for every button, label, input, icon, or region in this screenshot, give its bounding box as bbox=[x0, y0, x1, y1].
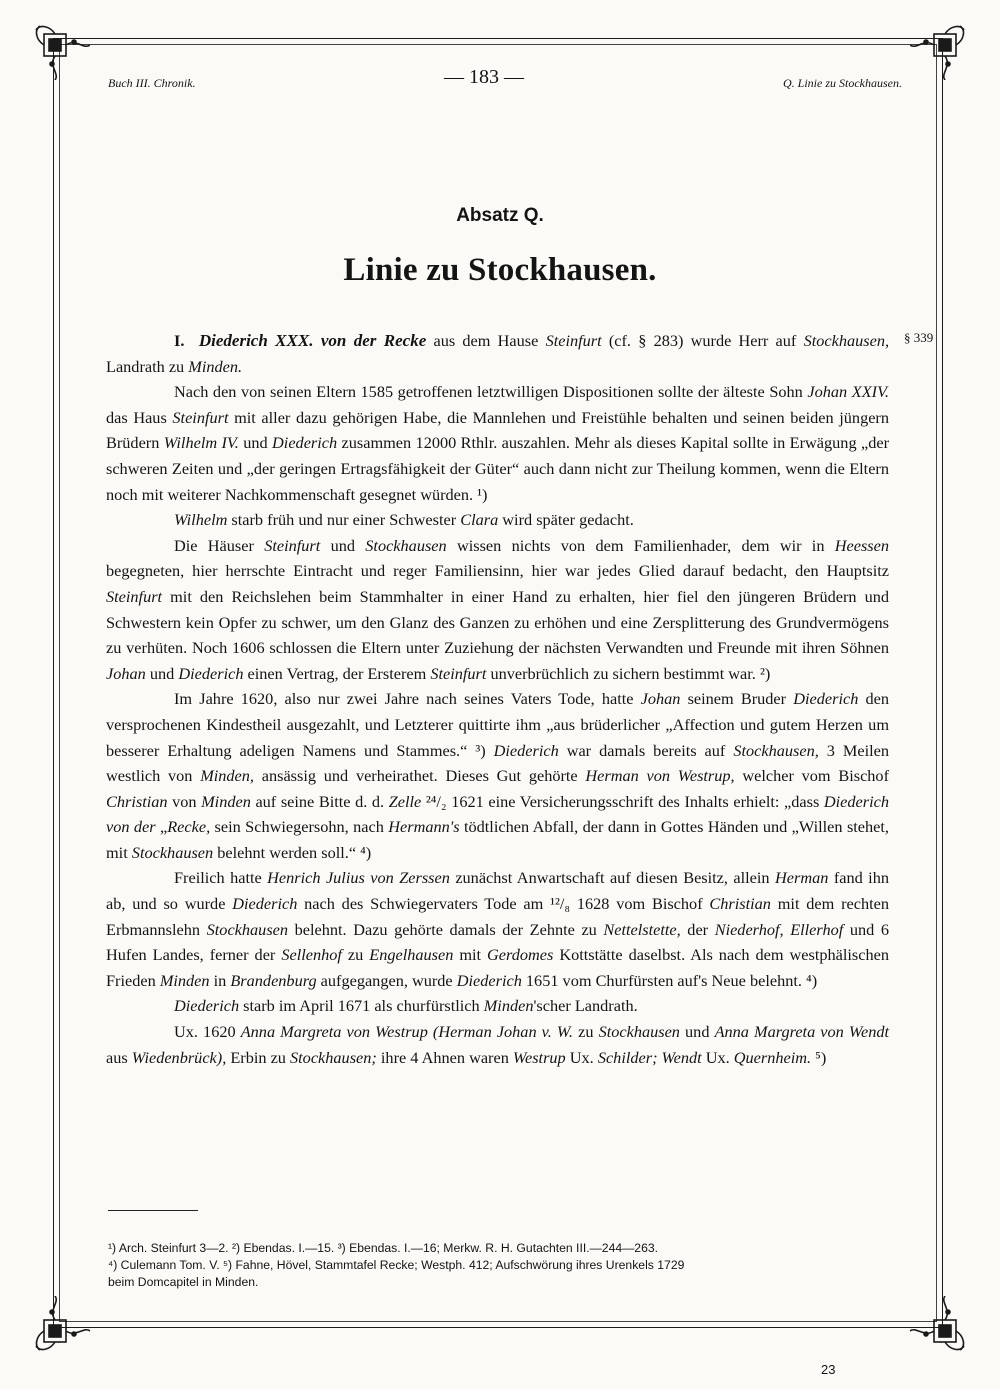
paragraph-2: Nach den von seinen Eltern 1585 getroffenen letztwilligen Dispositionen sollte der älteste Sohn Johan XXIV. das Haus Steinfurt mit aller dazu gehörigen Habe, die Mannlehen und Freistühle behalten und seinen beiden jüngern Brüdern Wilhelm IV. und Diederich zusammen 12000 Rthlr. auszahlen. Mehr als dieses Kapital sollte in Erwägung „der schweren Zeiten und „der geringen Ertragsfähigkeit der Güter“ auch dann nicht zur Theilung kommen, wenn die Eltern noch mit weiterer Nachkommenschaft gesegnet würden. ¹) bbox=[106, 382, 889, 504]
p1-minden: Minden. bbox=[188, 356, 243, 376]
paragraph-1 bbox=[106, 328, 889, 379]
paragraph-7: Diederich starb im April 1671 als churfürstlich Minden'scher Landrath. bbox=[174, 996, 638, 1016]
footnotes bbox=[108, 1240, 888, 1291]
paragraph-3: Wilhelm starb früh und nur einer Schwester Clara wird später gedacht. bbox=[174, 510, 634, 530]
paragraph-8: Ux. 1620 Anna Margreta von Westrup (Herman Johan v. W. zu Stockhausen und Anna Margreta von Wendt aus Wiedenbrück), Erbin zu Stockhausen; ihre 4 Ahnen waren Westrup Ux. Schilder; Wendt Ux. Quernheim. ⁵) bbox=[106, 1022, 890, 1067]
footnote-line-1: ¹) Arch. Steinfurt 3—2. ²) Ebendas. I.—15. ³) Ebendas. I.—16; Merkw. R. H. Gutachten III.—244—263. bbox=[108, 1241, 659, 1255]
footnote-rule bbox=[108, 1210, 198, 1211]
page-title: Linie zu Stockhausen. bbox=[343, 252, 657, 288]
p1-text-b: (cf. § 283) wurde Herr auf bbox=[608, 331, 797, 350]
corner-ornament-bottom-right bbox=[910, 1296, 970, 1356]
footnote-line-2: ⁴) Culemann Tom. V. ⁵) Fahne, Hövel, Stammtafel Recke; Westph. 412; Aufschwörung ihres Urenkels 1729 bbox=[108, 1258, 685, 1272]
page-number: — 183 — bbox=[444, 66, 524, 88]
p1-stockhausen: Stockhausen, bbox=[803, 331, 890, 350]
section-label: Absatz Q. bbox=[456, 205, 544, 226]
corner-ornament-top-right bbox=[910, 20, 970, 80]
running-head-left: Buch III. Chronik. bbox=[108, 76, 196, 90]
running-head bbox=[108, 62, 902, 92]
paragraph-4: Die Häuser Steinfurt und Stockhausen wissen nichts von dem Familienhader, dem wir in Heessen begegneten, hier herrschte Eintracht und reger Familiensinn, hier war jedes Glied darauf bedacht, den Hauptsitz Steinfurt mit den Reichslehen beim Stammhalter in einer Hand zu erhalten, hier fiel den jüngeren Brüdern und Schwestern kein Opfer zu schwer, um den Glanz des Ganzen zu erhöhen und eine Zersplitterung des Grundvermögens zu verhüten. Noch 1606 schlossen die Eltern unter Zuziehung der nächsten Verwandten und Freunde mit ihren Söhnen Johan und Diederich einen Vertrag, der Ersterem Steinfurt unverbrüchlich zu sichern bestimmt war. ²) bbox=[106, 535, 890, 683]
p1-text-a: aus dem Hause bbox=[433, 331, 539, 350]
paragraph-6: Freilich hatte Henrich Julius von Zerssen zunächst Anwartschaft auf diesen Besitz, allein Herman fand ihn ab, und so wurde Diederich nach des Schwiegervaters Tode am ¹²/₈ 1628 vom Bischof Christian mit dem rechten Erbmannslehn Stockhausen belehnt. Dazu gehörte damals der Zehnte zu Nettelstette, der Niederhof, Ellerhof und 6 Hufen Landes, ferner der Sellenhof zu Engelhausen mit Gerdomes Kottstätte daselbst. Als nach dem westphälischen Frieden Minden in Brandenburg aufgegangen, wurde Diederich 1651 vom Churfürsten auf's Neue belehnt. ⁴) bbox=[106, 868, 890, 990]
printer-signature: 23 bbox=[821, 1362, 836, 1377]
lead-name: Diederich XXX. von der Recke bbox=[198, 331, 427, 350]
paragraph-5: Im Jahre 1620, also nur zwei Jahre nach seines Vaters Tode, hatte Johan seinem Bruder Diederich den versprochenen Kindestheil ausgezahlt, und Letzterer quittirte ihm „aus brüderlicher „Affection und gutem Herzen um besserer Erhaltung adeligen Namens und Stammes.“ ³) Diederich war damals bereits auf Stockhausen, 3 Meilen westlich von Minden, ansässig und verheirathet. Dieses Gut gehörte Herman von Westrup, welcher vom Bischof Christian von Minden auf seine Bitte d. d. Zelle ²⁴/₂ 1621 eine Versicherungsschrift des Inhalts erhielt: „dass Diederich von der „Recke, sein Schwiegersohn, nach Hermann's tödtlichen Abfall, der dann in Gottes Händen und „Willen stehet, mit Stockhausen belehnt werden soll.“ ⁴) bbox=[106, 689, 890, 862]
corner-ornament-top-left bbox=[30, 20, 90, 80]
paragraph-numeral: I. bbox=[174, 331, 185, 350]
corner-ornament-bottom-left bbox=[30, 1296, 90, 1356]
p1-steinfurt: Steinfurt bbox=[545, 331, 602, 350]
margin-note: § 339 bbox=[904, 330, 934, 345]
body-text bbox=[106, 328, 889, 1070]
running-head-right: Q. Linie zu Stockhausen. bbox=[783, 76, 902, 90]
footnote-line-3: beim Domcapitel in Minden. bbox=[108, 1275, 259, 1289]
p1-text-c: Landrath zu bbox=[106, 356, 185, 376]
